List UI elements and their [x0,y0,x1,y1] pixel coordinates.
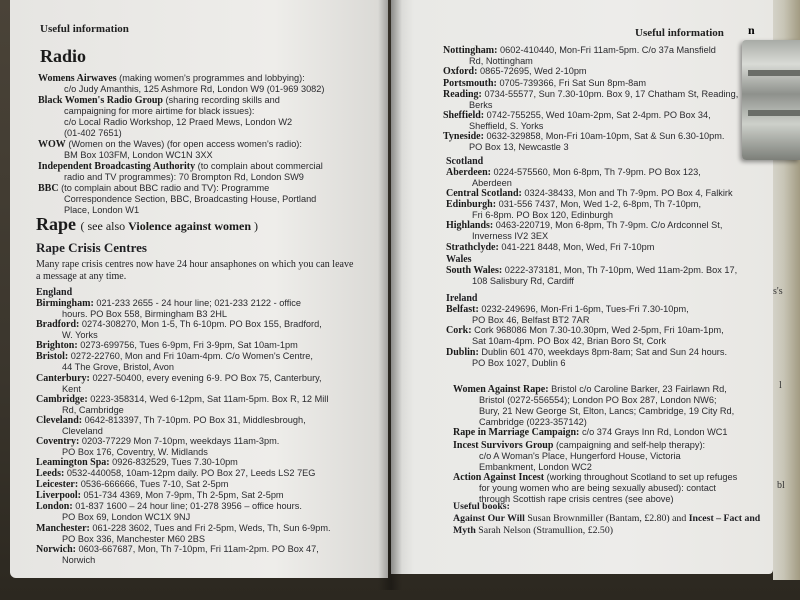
radio-entry-text: (to complain about commercial [195,161,323,172]
scotland-centre-entry [446,199,701,221]
organisation-entry-text: c/o A Woman's Place, Hungerford House, Victoria [479,450,681,461]
scotland-centre-entry-text: 031-556 7437, Mon, Wed 1-2, 6-8pm, Th 7-10pm, [496,199,701,210]
edge-fragment-1: s's [773,286,783,297]
ireland-centre-entry-text: PO Box 1027, Dublin 6 [472,357,566,368]
rape-title: Rape [36,214,76,234]
england-centre-entry-text: 0536-666666, Tues 7-10, Sat 2-5pm [78,479,229,490]
scotland-centre-entry-name: Aberdeen: [446,167,491,178]
organisation-entry-text: for young women who are being sexually abused): contact [479,483,716,494]
scotland-centre-entry-name: Highlands: [446,220,494,232]
england-centre-entry-name: Liverpool: [36,490,81,502]
ireland-centre-entry-text: Sat 10am-4pm. PO Box 42, Brian Boro St, Cork [472,336,667,347]
england-centre-entry-text: PO Box 176, Coventry, W. Midlands [62,447,208,458]
wales-centre-entry [446,265,737,287]
radio-entry-name: Independent Broadcasting Authority [38,161,196,173]
radio-entry-text: radio and TV programmes): 70 Brompton Rd, London SW9 [64,172,304,183]
wales-centre-entry-text: 0222-373181, Mon, Th 7-10pm, Wed 11am-2pm. Box 17, [502,265,738,275]
england-centre-entry-name: Tyneside: [443,131,484,143]
book1-details: Susan Brownmiller (Bantam, £2.80) and [524,513,689,524]
scotland-centre-entry [446,167,701,189]
england-centre-entry-text: 0273-699756, Tues 6-9pm, Fri 3-9pm, Sat 10am-1pm [77,340,298,351]
england-centre-entry [443,78,646,89]
radio-entry-name: Black Women's Radio Group [38,95,163,107]
england-centre-entry-name: Oxford: [443,66,478,78]
see-also-note [81,219,259,233]
region-scotland: Scotland [446,156,484,167]
ireland-centre-entry-name: Dublin: [446,346,479,358]
organisation-entry-text: Bristol c/o Caroline Barker, 23 Fairlawn Rd, [548,384,727,394]
england-centre-entry-text: 0603-667687, Mon, Th 7-10pm, Fri 11am-2pm. PO Box 47, [76,543,319,554]
radio-entry-name: WOW [38,139,66,150]
ireland-centre-entry-text: PO Box 46, Belfast BT2 7AR [472,315,590,325]
england-centre-entry-name: Portsmouth: [443,77,497,89]
scotland-centre-entry-text: Fri 6-8pm. PO Box 120, Edinburgh [472,210,613,221]
england-centre-entry-name: Brighton: [36,340,78,352]
ireland-centre-entry-name: Cork: [446,325,472,337]
england-centre-entry-text: 021-233 2655 - 24 hour line; 021-233 2122 - office [93,298,301,308]
running-head-left: Useful information [40,23,129,35]
radio-entry-text: Correspondence Section, BBC, Broadcasting House, Portland [64,194,317,205]
england-centre-entry-name: Leeds: [36,468,65,480]
organisation-entry-text: c/o 374 Grays Inn Rd, London WC1 [579,427,728,438]
metal-page-clip [742,40,800,160]
page-folio: n [748,23,755,37]
england-centre-entry-text: Kent [62,383,81,394]
england-centre-entry-text: 0742-755255, Wed 10am-2pm, Sat 2-4pm. PO Box 34, [484,110,711,120]
see-prefix: ( see also [80,219,129,233]
edge-fragment-2: l [779,380,782,391]
england-centre-entry-name: Birmingham: [36,298,94,309]
england-centre-entry-name: Bradford: [36,319,80,331]
radio-heading: Radio [40,46,87,66]
scotland-centre-entry-text: 0324-38433, Mon and Th 7-9pm. PO Box 4, Falkirk [521,188,733,199]
england-centre-entry [36,351,313,373]
radio-entry [38,161,323,183]
england-centre-entry-name: Sheffield: [443,110,485,121]
england-centre-entry-text: PO Box 13, Newcastle 3 [469,142,569,153]
england-centre-entry-text: 0532-440058, 10am-12pm daily. PO Box 27, Leeds LS2 7EG [64,468,316,479]
england-centre-entry [36,436,279,458]
england-centre-entry-text: PO Box 336, Manchester M60 2BS [62,533,205,544]
see-target: Violence against women [128,219,252,233]
england-centre-entry-text: Norwich [62,554,96,565]
england-centre-entry-text: 0705-739366, Fri Sat Sun 8pm-8am [496,77,647,88]
england-centre-entry [443,131,724,153]
organisation-entry-name: Women Against Rape: [453,384,549,395]
england-centre-entry-text: W. Yorks [62,330,98,341]
organisation-entry-name: Rape in Marriage Campaign: [453,427,580,439]
england-centre-entry [443,89,738,111]
england-centre-entry-text: 0926-832529, Tues 7.30-10pm [109,457,238,468]
organisation-entry-text: Embankment, London WC2 [479,461,592,472]
england-centre-entry-text: 0865-72695, Wed 2-10pm [477,66,587,77]
england-centre-entry [36,298,301,320]
radio-entry-text: c/o Local Radio Workshop, 12 Praed Mews, London W2 [64,117,293,128]
england-centre-entry [36,373,322,395]
see-suffix: ) [251,219,259,233]
england-centre-entry-name: Bristol: [36,351,69,363]
book-against-our-will: Against Our Will [453,513,525,524]
region-wales: Wales [446,254,472,265]
left-page [10,0,388,578]
ireland-centre-entry [446,325,724,347]
radio-entry-text: Place, London W1 [64,205,140,216]
england-centre-entry [36,415,306,437]
organisation-entry-text: Bristol (0272-556554); London PO Box 287, London NW6; [479,395,717,405]
england-centre-entry [36,340,298,351]
wales-centre-entry-text: 108 Salisbury Rd, Cardiff [472,276,574,286]
england-centre-entry [36,319,322,341]
organisation-entry-text: Cambridge (0223-357142) [479,417,587,427]
organisation-entry-text: Bury, 21 New George St, Elton, Lancs; Cambridge, 19 City Rd, [479,406,735,416]
radio-entry-text: c/o Judy Amanthis, 125 Ashmore Rd, London W9 (01-969 3082) [64,84,325,94]
scotland-centre-entry [446,242,654,253]
england-centre-entry-name: Norwich: [36,543,76,555]
running-head-right: Useful information [635,27,724,39]
useful-books-heading: Useful books: [453,501,510,512]
england-centre-entry-text: hours. PO Box 558, Birmingham B3 2HL [62,309,227,319]
radio-entry-text: (making women's programmes and lobbying): [116,73,305,83]
england-centre-entry [443,110,711,132]
radio-entry [38,73,324,95]
england-centre-entry-text: PO Box 69, London WC1X 9NJ [62,512,191,523]
organisation-entry [453,384,734,428]
ireland-centre-entry [446,304,689,326]
england-centre-entry-name: Canterbury: [36,372,90,384]
england-centre-entry [36,501,302,523]
england-centre-entry-name: Nottingham: [443,45,498,56]
scotland-centre-entry-text: 0224-575560, Mon 6-8pm, Th 7-9pm. PO Box 123, [491,167,701,177]
england-centre-entry-name: Manchester: [36,522,90,534]
england-centre-entry-text: 0274-308270, Mon 1-5, Th 6-10pm. PO Box 155, Bradford, [79,319,322,330]
radio-entry-text: BM Box 103FM, London WC1N 3XX [64,150,213,160]
england-centre-entry [36,523,331,545]
organisation-entry-text: through Scottish rape crisis centres (see above) [479,494,674,505]
radio-entry-name: BBC [38,183,59,195]
england-centre-entry-text: 0602-410440, Mon-Fri 11am-5pm. C/o 37a Mansfield [497,45,716,55]
england-centre-entry-text: Berks [469,99,493,110]
england-centre-entry-text: 0272-22760, Mon and Fri 10am-4pm. C/o Women's Centre, [68,351,313,362]
england-centre-entry-name: Reading: [443,88,482,100]
england-centre-entry-text: 0642-813397, Th 7-10pm. PO Box 31, Middlesbrough, [82,415,306,425]
england-centre-entry-text: 061-228 3602, Tues and Fri 2-5pm, Weds, Th, Sun 6-9pm. [89,522,331,533]
england-centre-entry [36,457,238,468]
rape-crisis-heading: Rape Crisis Centres [36,240,147,255]
radio-entry-text: (Women on the Waves) (for open access women's radio): [65,139,302,149]
england-centre-entry-text: 051-734 4369, Mon 7-9pm, Th 2-5pm, Sat 2-5pm [81,490,284,501]
radio-entry-text: (sharing recording skills and [162,95,280,106]
ireland-centre-entry-name: Belfast: [446,304,479,315]
rape-crisis-intro: Many rape crisis centres now have 24 hour ansaphones on which you can leave a message at any time. [36,259,354,282]
england-centre-entry-text: Cleveland [62,426,103,436]
radio-entry [38,183,316,216]
scotland-centre-entry-text: Inverness IV2 3EX [472,231,549,242]
clip-slot [748,70,800,76]
ireland-centre-entry-text: Cork 968086 Mon 7.30-10.30pm, Wed 2-5pm, Fri 10am-1pm, [471,325,724,336]
book2-details: Sarah Nelson (Stramullion, £2.50) [475,525,613,536]
england-centre-entry-name: Leamington Spa: [36,457,110,469]
scotland-centre-entry-name: Central Scotland: [446,188,522,200]
england-centre-entry-text: 01-837 1600 – 24 hour line; 01-278 3956 – office hours. [72,501,302,512]
useful-books [453,501,771,537]
book-spine-shadow [378,0,402,590]
organisation-entry-text: (working throughout Scotland to set up refuges [544,472,738,483]
england-centre-entry-text: 0632-329858, Mon-Fri 10am-10pm, Sat & Sun 6.30-10pm. [483,131,725,142]
england-centre-entry-name: Leicester: [36,479,79,491]
england-centre-entry-text: 44 The Grove, Bristol, Avon [62,362,175,373]
england-centre-entry-name: Coventry: [36,436,80,448]
organisation-entry-text: (campaigning and self-help therapy): [553,439,706,450]
england-centre-entry-name: Cambridge: [36,393,88,405]
region-ireland: Ireland [446,293,478,304]
radio-entry-text: (01-402 7651) [64,128,122,139]
scotland-centre-entry-name: Edinburgh: [446,199,497,211]
england-centre-entry-name: Cleveland: [36,415,83,426]
edge-fragment-3: bl [777,480,785,491]
england-centre-entry [36,479,228,490]
england-centre-entry-text: 0734-55577, Sun 7.30-10pm. Box 9, 17 Chatham St, Reading, [481,88,739,99]
england-centre-entry-name: London: [36,501,73,513]
england-centre-entry [36,490,284,501]
radio-entry-text: (to complain about BBC radio and TV): Programme [58,183,270,194]
organisation-entry [453,440,705,473]
radio-entry-text: campaigning for more airtime for black issues): [64,106,255,117]
scotland-centre-entry-text: 0463-220719, Mon 6-8pm, Th 7-9pm. C/o Ardconnel St, [493,220,723,231]
scotland-centre-entry [446,188,733,199]
england-centre-entry [443,66,587,77]
rape-heading [36,214,258,235]
england-centre-entry-text: 0223-358314, Wed 6-12pm, Sat 11am-5pm. Box R, 12 Mill [87,393,329,404]
scotland-centre-entry-text: Aberdeen [472,178,512,188]
england-centre-entry-text: 0227-50400, every evening 6-9. PO Box 75, Canterbury, [89,372,322,383]
england-centre-entry [36,468,315,479]
england-centre-entry-text: 0203-77229 Mon 7-10pm, weekdays 11am-3pm. [79,436,280,447]
england-centre-entry-text: Sheffield, S. Yorks [469,121,544,131]
ireland-centre-entry-text: Dublin 601 470, weekdays 8pm-8am; Sat and Sun 24 hours. [478,346,728,357]
england-centre-entry [36,394,328,416]
england-centre-entry [443,45,716,67]
organisation-entry-name: Action Against Incest [453,472,545,484]
radio-entry [38,95,292,139]
ireland-centre-entry-text: 0232-249696, Mon-Fri 1-6pm, Tues-Fri 7.30-10pm, [478,304,689,314]
radio-entry [38,139,302,161]
england-centre-entry-text: Rd, Cambridge [62,404,124,415]
organisation-entry-name: Incest Survivors Group [453,439,554,451]
wales-centre-entry-name: South Wales: [446,265,503,276]
right-page [391,0,773,574]
organisation-entry [453,427,728,438]
england-centre-entry-text: Rd, Nottingham [469,56,533,66]
scotland-centre-entry-name: Strathclyde: [446,241,499,253]
england-centre-entry [36,544,319,566]
book-incest-fact-myth: Incest – Fact and Myth [453,513,761,536]
region-england: England [36,287,73,298]
scotland-centre-entry [446,220,722,242]
ireland-centre-entry [446,347,727,369]
clip-slot [748,110,800,116]
scotland-centre-entry-text: 041-221 8448, Mon, Wed, Fri 7-10pm [498,241,655,252]
radio-entry-name: Womens Airwaves [38,73,117,84]
